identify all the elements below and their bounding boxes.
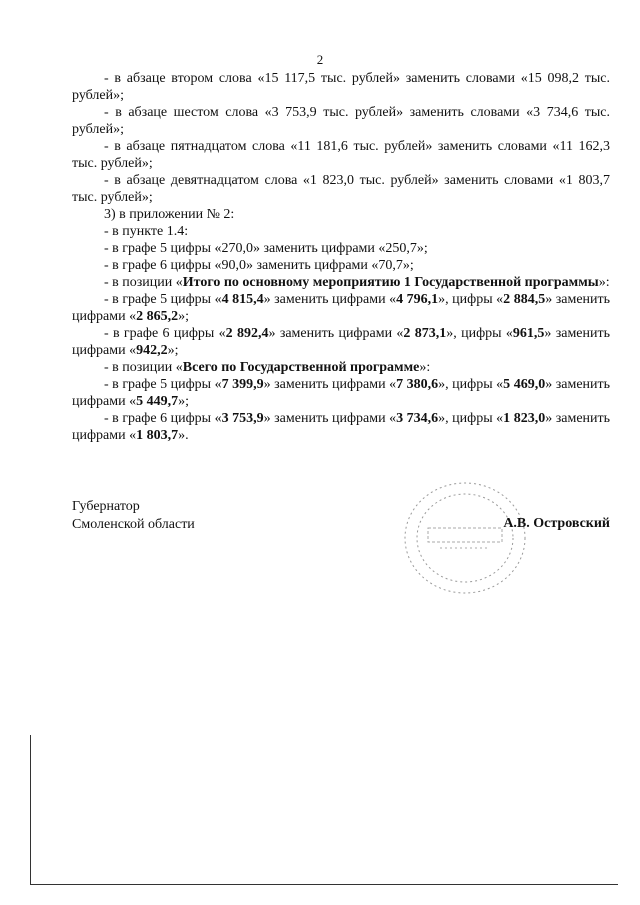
text-run: »: <box>598 275 610 290</box>
signature-title-line2: Смоленской области <box>72 517 195 532</box>
bold-text: 2 865,2 <box>136 309 179 324</box>
bold-text: 942,2 <box>136 343 168 358</box>
text-run: »: <box>419 360 431 375</box>
text-run: »; <box>178 309 190 324</box>
bold-text: 7 399,9 <box>221 377 264 392</box>
amendment-line <box>72 223 610 240</box>
text-run: - в графе 5 цифры « <box>104 377 222 392</box>
text-run: » заменить цифрами « <box>263 292 397 307</box>
text-run: » заменить цифрами « <box>263 411 397 426</box>
bold-text: 4 796,1 <box>396 292 439 307</box>
text-run: » заменить цифрами « <box>263 377 397 392</box>
signature-title-line1: Губернатор <box>72 499 140 514</box>
bold-text: 4 815,4 <box>221 292 264 307</box>
signature-name: А.В. Островский <box>503 516 610 531</box>
text-run: » заменить цифрами « <box>268 326 404 341</box>
bold-text: 1 803,7 <box>136 428 179 443</box>
amendment-line <box>72 291 610 325</box>
text-run: - в позиции « <box>104 360 183 375</box>
text-run: », цифры « <box>438 292 504 307</box>
bold-text: 2 884,5 <box>503 292 546 307</box>
margin-line-horizontal <box>30 884 618 885</box>
amendment-line <box>72 376 610 410</box>
official-stamp <box>400 478 530 598</box>
text-run: - в абзаце девятнадцатом слова «1 823,0 тыс. рублей» заменить словами «1 803,7 тыс. рублей»; <box>72 173 610 205</box>
text-run: - в графе 6 цифры « <box>104 411 222 426</box>
text-run: - в графе 6 цифры «90,0» заменить цифрами «70,7»; <box>104 258 414 273</box>
text-run: - в абзаце пятнадцатом слова «11 181,6 тыс. рублей» заменить словами «11 162,3 тыс. рублей»; <box>72 139 610 171</box>
bold-text: 5 469,0 <box>503 377 546 392</box>
text-run: », цифры « <box>446 326 513 341</box>
bold-text: 961,5 <box>512 326 545 341</box>
text-run: - в графе 5 цифры « <box>104 292 222 307</box>
document-body <box>72 70 610 444</box>
amendment-line <box>72 70 610 104</box>
text-run: - в графе 5 цифры «270,0» заменить цифрами «250,7»; <box>104 241 428 256</box>
bold-text: 3 753,9 <box>221 411 264 426</box>
bold-text: 7 380,6 <box>396 377 439 392</box>
text-run: », цифры « <box>438 377 504 392</box>
text-run: » заменить цифрами « <box>72 292 611 324</box>
amendment-line <box>72 325 610 359</box>
text-run: 3) в приложении № 2: <box>104 207 235 222</box>
amendment-line <box>72 359 610 376</box>
margin-line-vertical <box>30 735 31 885</box>
bold-text: 1 823,0 <box>503 411 546 426</box>
amendment-line <box>72 172 610 206</box>
amendment-line <box>72 274 610 291</box>
bold-text: 5 449,7 <box>136 394 179 409</box>
bold-text: 2 873,1 <box>403 326 447 341</box>
text-run: - в графе 6 цифры « <box>104 326 226 341</box>
bold-text: Итого по основному мероприятию 1 Государственной программы <box>182 275 599 290</box>
text-run: »; <box>167 343 179 358</box>
text-run: » заменить цифрами « <box>72 326 611 358</box>
amendment-line <box>72 410 610 444</box>
text-run: »; <box>178 394 190 409</box>
amendment-line <box>72 104 610 138</box>
text-run: - в пункте 1.4: <box>104 224 189 239</box>
page-number: 2 <box>316 52 324 67</box>
text-run: », цифры « <box>438 411 504 426</box>
bold-text: Всего по Государственной программе <box>182 360 420 375</box>
amendment-line <box>72 240 610 257</box>
amendment-line <box>72 206 610 223</box>
text-run: - в позиции « <box>104 275 183 290</box>
bold-text: 2 892,4 <box>225 326 269 341</box>
text-run: - в абзаце втором слова «15 117,5 тыс. рублей» заменить словами «15 098,2 тыс. рублей»; <box>72 71 610 103</box>
text-run: » заменить цифрами « <box>72 411 611 443</box>
amendment-line <box>72 138 610 172</box>
amendment-line <box>72 257 610 274</box>
bold-text: 3 734,6 <box>396 411 439 426</box>
text-run: - в абзаце шестом слова «3 753,9 тыс. рублей» заменить словами «3 734,6 тыс. рублей»; <box>72 105 610 137</box>
text-run: » заменить цифрами « <box>72 377 611 409</box>
signature-title <box>72 498 195 534</box>
text-run: ». <box>178 428 189 443</box>
